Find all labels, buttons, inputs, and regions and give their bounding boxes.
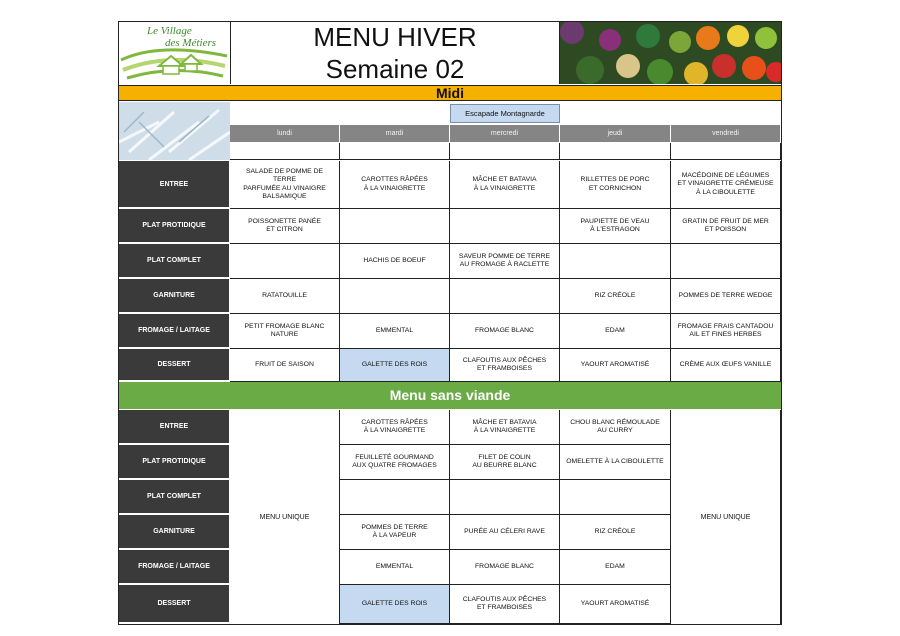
logo-text-1: Le Village bbox=[147, 25, 192, 37]
village-logo bbox=[119, 22, 230, 84]
midi-row-label: PLAT PROTIDIQUE bbox=[119, 209, 229, 244]
village-logo-image bbox=[119, 22, 230, 84]
midi-row-label: GARNITURE bbox=[119, 279, 229, 314]
midi-cell: YAOURT AROMATISÉ bbox=[560, 349, 671, 382]
midi-cell: EMMENTAL bbox=[340, 314, 450, 349]
midi-cell: SALADE DE POMME DE TERRE PARFUMÉE AU VINAIGRE BALSAMIQUE bbox=[230, 161, 340, 209]
midi-cell: EDAM bbox=[560, 314, 671, 349]
sans-viande-cell: MÂCHE ET BATAVIA À LA VINAIGRETTE bbox=[450, 410, 560, 445]
menu-unique-lundi: MENU UNIQUE bbox=[230, 410, 340, 624]
midi-cell: POMMES DE TERRE WEDGE bbox=[671, 279, 781, 314]
midi-cell: RATATOUILLE bbox=[230, 279, 340, 314]
sans-viande-cell: YAOURT AROMATISÉ bbox=[560, 585, 671, 624]
midi-cell: POISSONETTE PANÉE ET CITRON bbox=[230, 209, 340, 244]
sans-viande-row-label: FROMAGE / LAITAGE bbox=[119, 550, 229, 585]
sans-viande-cell: RIZ CRÉOLE bbox=[560, 515, 671, 550]
midi-cell bbox=[340, 209, 450, 244]
sans-viande-row-label: GARNITURE bbox=[119, 515, 229, 550]
sans-viande-cell: CHOU BLANC RÉMOULADE AU CURRY bbox=[560, 410, 671, 445]
sans-viande-row-label: ENTREE bbox=[119, 410, 229, 445]
midi-cell: FRUIT DE SAISON bbox=[230, 349, 340, 382]
midi-cell: PAUPIETTE DE VEAU À L'ESTRAGON bbox=[560, 209, 671, 244]
midi-cell bbox=[560, 244, 671, 279]
sans-viande-row-label: PLAT PROTIDIQUE bbox=[119, 445, 229, 480]
sans-viande-cell: FEUILLETÉ GOURMAND AUX QUATRE FROMAGES bbox=[340, 445, 450, 480]
menu-title-line1: MENU HIVER bbox=[313, 22, 477, 52]
midi-cell: GRATIN DE FRUIT DE MER ET POISSON bbox=[671, 209, 781, 244]
midi-band: Midi bbox=[119, 85, 781, 101]
midi-row-label: FROMAGE / LAITAGE bbox=[119, 314, 229, 349]
midi-cell bbox=[340, 279, 450, 314]
sans-viande-cell: EMMENTAL bbox=[340, 550, 450, 585]
midi-cell: CAROTTES RÂPÉES À LA VINAIGRETTE bbox=[340, 161, 450, 209]
logo-text-2: des Métiers bbox=[165, 37, 217, 49]
sans-viande-cell: OMELETTE À LA CIBOULETTE bbox=[560, 445, 671, 480]
midi-row-label: ENTREE bbox=[119, 161, 229, 209]
sans-viande-row-label: PLAT COMPLET bbox=[119, 480, 229, 515]
day-header-mardi: mardi bbox=[340, 125, 450, 142]
midi-cell: GALETTE DES ROIS bbox=[340, 349, 450, 382]
midi-row-label: DESSERT bbox=[119, 349, 229, 382]
escapade-label: Escapade Montagnarde bbox=[450, 104, 560, 123]
sans-viande-cell: POMMES DE TERRE À LA VAPEUR bbox=[340, 515, 450, 550]
midi-cell: RIZ CRÉOLE bbox=[560, 279, 671, 314]
midi-row-label: PLAT COMPLET bbox=[119, 244, 229, 279]
menu-title-line2: Semaine 02 bbox=[325, 54, 465, 84]
sans-viande-row-label: DESSERT bbox=[119, 585, 229, 624]
sans-viande-cell bbox=[560, 480, 671, 515]
blank-cell bbox=[230, 143, 340, 160]
sans-viande-cell: FILET DE COLIN AU BEURRE BLANC bbox=[450, 445, 560, 480]
midi-cell: MÂCHE ET BATAVIA À LA VINAIGRETTE bbox=[450, 161, 560, 209]
vegetables-photo bbox=[560, 22, 781, 84]
blank-cell bbox=[450, 143, 560, 160]
sans-viande-cell: CAROTTES RÂPÉES À LA VINAIGRETTE bbox=[340, 410, 450, 445]
midi-cell bbox=[230, 244, 340, 279]
day-header-mercredi: mercredi bbox=[450, 125, 560, 142]
midi-cell: FROMAGE FRAIS CANTADOU AIL ET FINES HERBES bbox=[671, 314, 781, 349]
sans-viande-cell: GALETTE DES ROIS bbox=[340, 585, 450, 624]
blank-cell bbox=[340, 143, 450, 160]
midi-cell bbox=[450, 209, 560, 244]
midi-cell bbox=[450, 279, 560, 314]
sans-viande-cell: FROMAGE BLANC bbox=[450, 550, 560, 585]
midi-cell: SAVEUR POMME DE TERRE AU FROMAGE À RACLETTE bbox=[450, 244, 560, 279]
sans-viande-cell bbox=[450, 480, 560, 515]
blank-cell bbox=[671, 143, 781, 160]
sans-viande-cell: EDAM bbox=[560, 550, 671, 585]
midi-cell: PETIT FROMAGE BLANC NATURE bbox=[230, 314, 340, 349]
midi-cell bbox=[671, 244, 781, 279]
day-header-vendredi: vendredi bbox=[671, 125, 781, 142]
midi-cell: FROMAGE BLANC bbox=[450, 314, 560, 349]
menu-unique-vendredi: MENU UNIQUE bbox=[671, 410, 781, 624]
frost-photo bbox=[119, 102, 230, 160]
midi-cell: CLAFOUTIS AUX PÊCHES ET FRAMBOISES bbox=[450, 349, 560, 382]
midi-cell: MACÉDOINE DE LÉGUMES ET VINAIGRETTE CRÉMEUSE À LA CIBOULETTE bbox=[671, 161, 781, 209]
sans-viande-cell: CLAFOUTIS AUX PÊCHES ET FRAMBOISES bbox=[450, 585, 560, 624]
day-header-jeudi: jeudi bbox=[560, 125, 671, 142]
menu-title bbox=[230, 22, 560, 84]
midi-cell: RILLETTES DE PORC ET CORNICHON bbox=[560, 161, 671, 209]
day-header-lundi: lundi bbox=[230, 125, 340, 142]
sans-viande-band: Menu sans viande bbox=[119, 382, 781, 409]
sans-viande-cell bbox=[340, 480, 450, 515]
midi-cell: HACHIS DE BOEUF bbox=[340, 244, 450, 279]
midi-cell: CRÈME AUX ŒUFS VANILLE bbox=[671, 349, 781, 382]
blank-cell bbox=[560, 143, 671, 160]
sans-viande-cell: PURÉE AU CÉLERI RAVE bbox=[450, 515, 560, 550]
